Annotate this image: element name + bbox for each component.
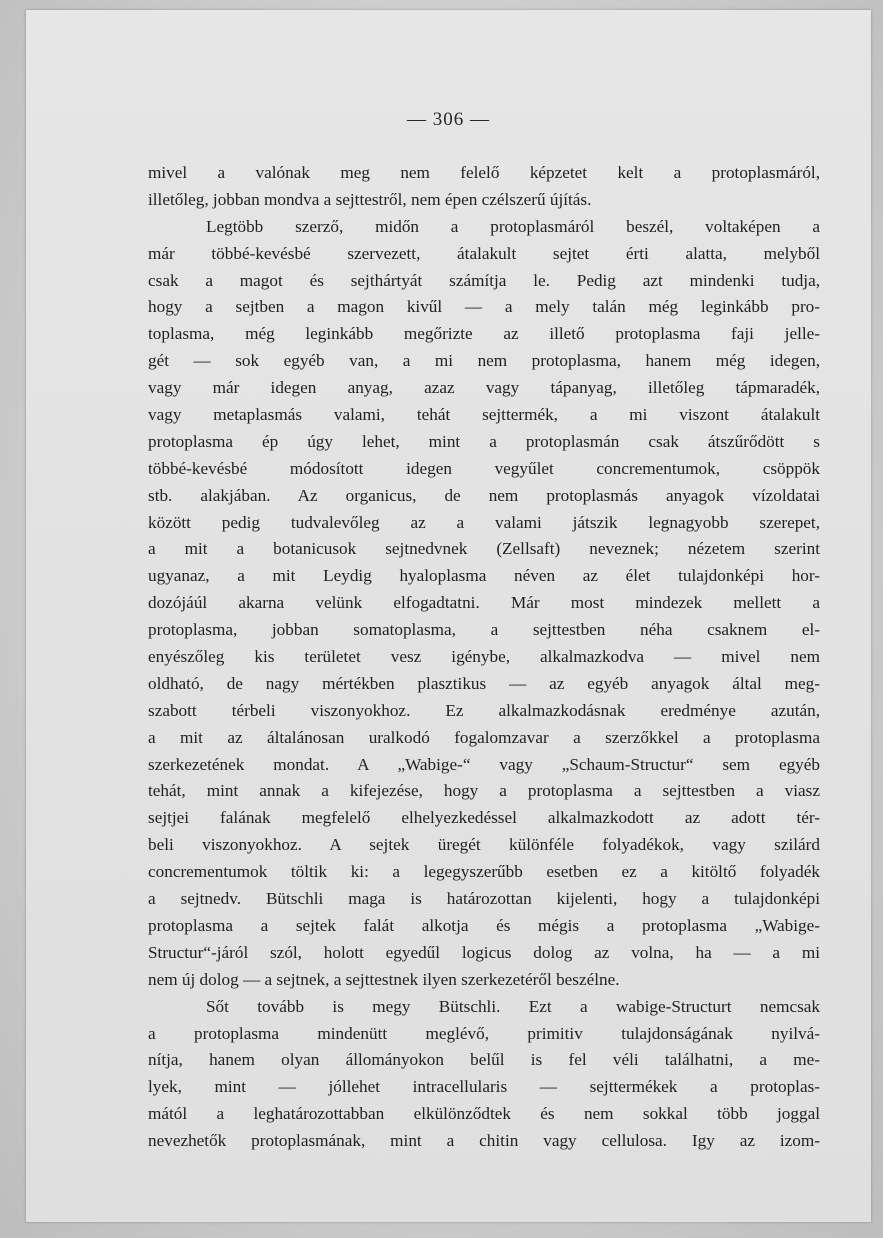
text-line: szabott térbeli viszonyokhoz. Ez alkalmazkodásnak eredménye azután, [148,700,820,720]
paragraph [148,214,820,994]
text-line: toplasma, még leginkább megőrizte az illető protoplasma faji jelle- [148,324,820,344]
text-line: nem új dolog — a sejtnek, a sejttestnek ilyen szerkezetéről beszélne. [148,969,620,989]
page-number: — 306 — [407,109,490,130]
text-line: nevezhetők protoplasmának, mint a chitin vagy cellulosa. Igy az izom- [148,1131,820,1151]
text-line: Sőt tovább is megy Bütschli. Ezt a wabige-Structurt nemcsak [206,996,820,1016]
text-line: oldható, de nagy mértékben plasztikus — az egyéb anyagok által meg- [148,673,820,693]
text-line: többé-kevésbé módosított idegen vegyűlet concrementumok, csöppök [148,458,820,478]
text-line: protoplasma, jobban somatoplasma, a sejttestben néha csaknem el- [148,620,820,640]
text-line: mától a leghatározottabban elkülönződtek és nem sokkal több joggal [148,1104,820,1124]
text-line: csak a magot és sejthártyát számítja le. Pedig azt mindenki tudja, [148,270,820,290]
text-line: ugyanaz, a mit Leydig hyaloplasma néven az élet tulajdonképi hor- [148,566,820,586]
body-text [148,160,820,1155]
text-line: Structur“-járól szól, holott egyedűl logicus dolog az volna, ha — a mi [148,942,820,962]
text-line: a mit a botanicusok sejtnedvnek (Zellsaft) neveznek; nézetem szerint [148,539,820,559]
text-line: nítja, hanem olyan állományokon belűl is fel véli találhatni, a me- [148,1050,820,1070]
text-line: Legtöbb szerző, midőn a protoplasmáról beszél, voltaképen a [206,216,820,236]
text-line: protoplasma ép úgy lehet, mint a protoplasmán csak átszűrődött s [148,431,820,451]
text-line: mivel a valónak meg nem felelő képzetet kelt a protoplasmáról, [148,163,820,182]
text-line: szerkezetének mondat. A „Wabige-“ vagy „Schaum-Structur“ sem egyéb [148,754,820,774]
text-line: hogy a sejtben a magon kivűl — a mely talán még leginkább pro- [148,297,820,317]
text-line: sejtjei falának megfelelő elhelyezkedéssel alkalmazkodott az adott tér- [148,808,820,828]
text-line: között pedig tudvalevőleg az a valami játszik legnagyobb szerepet, [148,512,820,532]
text-line: a mit az általánosan uralkodó fogalomzavar a szerzőkkel a protoplasma [148,727,820,747]
text-line: illetőleg, jobban mondva a sejttestről, nem épen czélszerű újítás. [148,189,592,209]
text-line: enyészőleg kis területet vesz igénybe, alkalmazkodva — mivel nem [148,647,820,667]
text-line: tehát, mint annak a kifejezése, hogy a protoplasma a sejttestben a viasz [148,781,820,801]
text-line: concrementumok töltik ki: a legegyszerűbb esetben ez a kitöltő folyadék [148,862,820,882]
book-page [26,10,871,1222]
text-line: gét — sok egyéb van, a mi nem protoplasma, hanem még idegen, [148,351,820,371]
text-line: a protoplasma mindenütt meglévő, primitiv tulajdonságának nyilvá- [148,1023,820,1043]
text-line: protoplasma a sejtek falát alkotja és mégis a protoplasma „Wabige- [148,915,820,935]
text-line: dozójáúl akarna velünk elfogadtatni. Már most mindezek mellett a [148,593,820,613]
paragraph [148,994,820,1155]
text-line: vagy metaplasmás valami, tehát sejttermék, a mi viszont átalakult [148,405,820,425]
text-line: vagy már idegen anyag, azaz vagy tápanyag, illetőleg tápmaradék, [148,378,820,398]
text-line: már többé-kevésbé szervezett, átalakult sejtet érti alatta, melyből [148,243,820,263]
text-line: lyek, mint — jóllehet intracellularis — sejttermékek a protoplas- [148,1077,820,1097]
paragraph [148,160,820,214]
text-line: stb. alakjában. Az organicus, de nem protoplasmás anyagok vízoldatai [148,485,820,505]
text-line: a sejtnedv. Bütschli maga is határozottan kijelenti, hogy a tulajdonképi [148,889,820,909]
text-line: beli viszonyokhoz. A sejtek üregét különféle folyadékok, vagy szilárd [148,835,820,855]
